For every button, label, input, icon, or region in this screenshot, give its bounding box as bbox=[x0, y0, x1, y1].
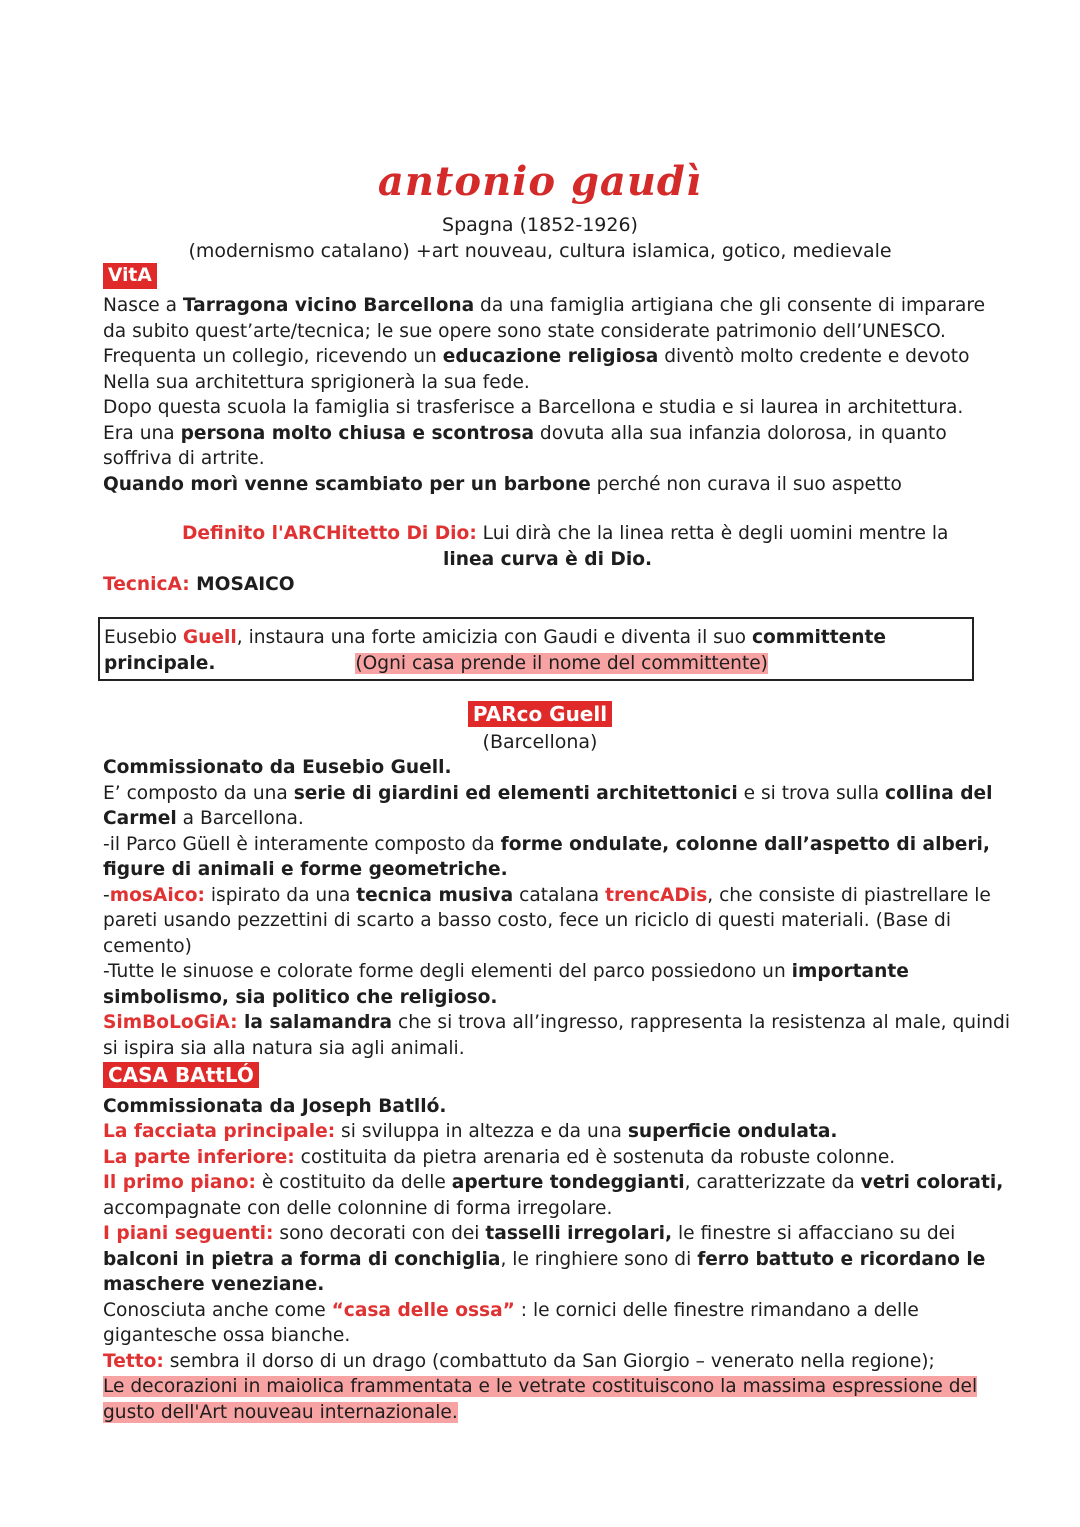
highlight-line-2: gusto dell'Art nouveau internazionale. bbox=[103, 1401, 458, 1423]
guell-box: Eusebio Guell, instaura una forte amicizia con Gaudi e diventa il suo committente principale. (Ogni casa prende il nome del committente) bbox=[98, 617, 974, 681]
highlight-line-1: Le decorazioni in maiolica frammentata e le vetrate costituiscono la massima espressione del bbox=[103, 1376, 978, 1397]
batllo-badge: CASA BAttLÓ bbox=[103, 1062, 259, 1088]
definito-section: Definito l'ARCHitetto Di Dio: Lui dirà che la linea retta è degli uomini mentre la bbox=[182, 523, 949, 544]
tecnica-label: TecnicA: bbox=[103, 574, 190, 595]
subtitle: Spagna (1852-1926) bbox=[442, 214, 638, 236]
page-title: antonio gaudì bbox=[377, 158, 703, 205]
parco-place: (Barcellona) bbox=[482, 731, 598, 753]
vita-badge: VitA bbox=[103, 263, 157, 289]
parco-badge: PARco Guell bbox=[468, 701, 612, 727]
parco-section: Commissionato da Eusebio Guell. E’ composto da una serie di giardini ed elementi architettonici e si trova sulla collina del Carmel a Barcellona. -il Parco Güell è interamente composto da forme ondulate, colonne dall’aspetto di alberi, figure di animali e forme geometriche. -mosAico: ispirato da una tecnica musiva catalana trencADis, che consiste di piastrellare le pareti usando pezzettini di scarto a basso costo, fece un riciclo di questi materiali. (Base di cemento) -Tutte le sinuose e colorate forme degli elementi del parco possiedono un importante simbolismo, sia politico che religioso. SimBoLoGiA: la salamandra che si trova all’ingresso, rappresenta la resistenza al male, quindi si ispira sia alla natura sia agli animali. bbox=[103, 757, 1010, 1059]
tecnica-section: TecnicA: MOSAICO bbox=[103, 574, 295, 595]
tagline: (modernismo catalano) +art nouveau, cultura islamica, gotico, medievale bbox=[188, 240, 892, 262]
vita-section: VitA Nasce a Tarragona vicino Barcellona da una famiglia artigiana che gli consente di imparare da subito quest’arte/tecnica; le sue opere sono state considerate patrimonio dell’UNESCO. Frequenta un collegio, ricevendo un educazione religiosa diventò molto credente e devoto Nella sua architettura sprigionerà la sua fede. Dopo questa scuola la famiglia si trasferisce a Barcellona e studia e si laurea in architettura. Era una persona molto chiusa e scontrosa dovuta alla sua infanzia dolorosa, in quanto soffriva di artrite. Quando morì venne scambiato per un barbone perché non curava il suo aspetto bbox=[103, 265, 986, 495]
definito-label: Definito l'ARCHitetto Di Dio: bbox=[182, 523, 477, 544]
definito-line2: linea curva è di Dio. bbox=[443, 549, 653, 570]
batllo-section: CASA BAttLÓ Commissionata da Joseph Batlló. La facciata principale: si sviluppa in altezza e da una superficie ondulata. La parte inferiore: costituita da pietra arenaria ed è sostenuta da robuste colonne. Il primo piano: è costituito da delle aperture tondeggianti, caratterizzate da vetri colorati, accompagnate con delle colonnine di forma irregolare. I piani seguenti: sono decorati con dei tasselli irregolari, le finestre si affacciano su dei balconi in pietra a forma di conchiglia, le ringhiere sono di ferro battuto e ricordano le maschere veneziane. Conosciuta anche come “casa delle ossa” : le cornici delle finestre rimandano a delle gigantesche ossa bianche. Tetto: sembra il dorso di un drago (combattuto da San Giorgio – venerato nella regione); Le decorazioni in maiolica frammentata e le vetrate costituiscono la massima espressione del gusto dell'Art nouveau internazionale. bbox=[103, 1063, 1004, 1423]
guell-note: (Ogni casa prende il nome del committente) bbox=[355, 652, 768, 674]
parco-heading bbox=[0, 701, 1080, 728]
